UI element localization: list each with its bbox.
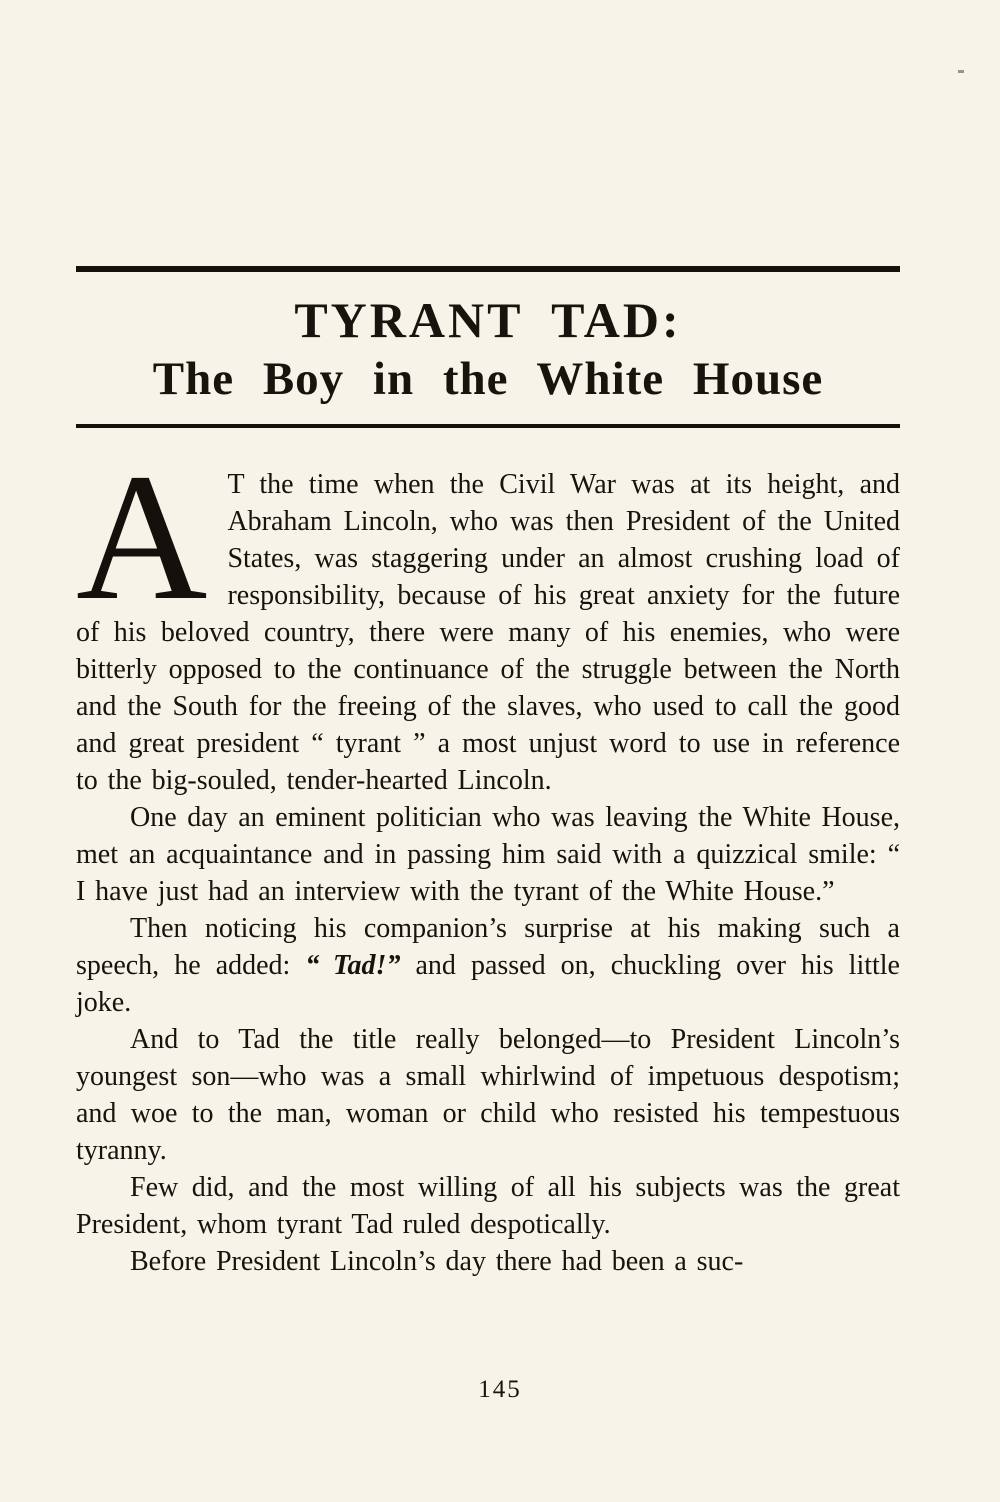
body-text [76,436,900,1280]
paragraph-4 [76,1021,900,1169]
paragraph-3-text-before: Then noticing his companion’s surprise at his making such a speech, he added: [76,912,900,981]
page-number: 145 [478,1376,522,1403]
paragraph-2-text: One day an eminent politician who was leaving the White House, met an acquaintance and in passing him said with a quizzical smile: “ I have just had an interview with the tyrant of the White House.” [76,801,900,907]
title-rule-bottom [76,424,900,428]
paragraph-2 [76,799,900,910]
title-rule-top [76,266,900,272]
italic-phrase-tad: “ Tad!” [305,949,401,981]
paragraph-3-text-after: and passed on, chuckling over his little joke. [76,949,900,1018]
page-content [76,266,900,1280]
chapter-heading [76,266,900,428]
paragraph-6 [76,1243,900,1280]
paragraph-5-text: Few did, and the most willing of all his subjects was the great President, whom tyrant Tad ruled despotically. [76,1171,900,1240]
paragraph-1-text: T the time when the Civil War was at its height, and Abraham Lincoln, who was then President of the United States, was staggering under an almost crushing load of responsibility, because of his great anxiety for the future of his beloved country, there were many of his enemies, who were bitterly opposed to the continuance of the struggle between the North and the South for the freeing of the slaves, who used to call the good and great president “ tyrant ” a most unjust word to use in reference to the big-souled, tender-hearted Lincoln. [76,468,900,796]
paragraph-3 [76,910,900,1021]
paragraph-4-text: And to Tad the title really belonged—to President Lincoln’s youngest son—who was a small whirlwind of impetuous despotism; and woe to the man, woman or child who resisted his tempestuous tyranny. [76,1023,900,1166]
paragraph-1 [76,436,900,799]
scan-speck [958,70,964,73]
chapter-subtitle: The Boy in the White House [152,352,824,405]
paragraph-5 [76,1169,900,1243]
chapter-title: TYRANT TAD: [294,292,682,348]
paragraph-6-text: Before President Lincoln’s day there had been a suc- [130,1245,744,1277]
drop-cap-letter: A [76,436,208,638]
